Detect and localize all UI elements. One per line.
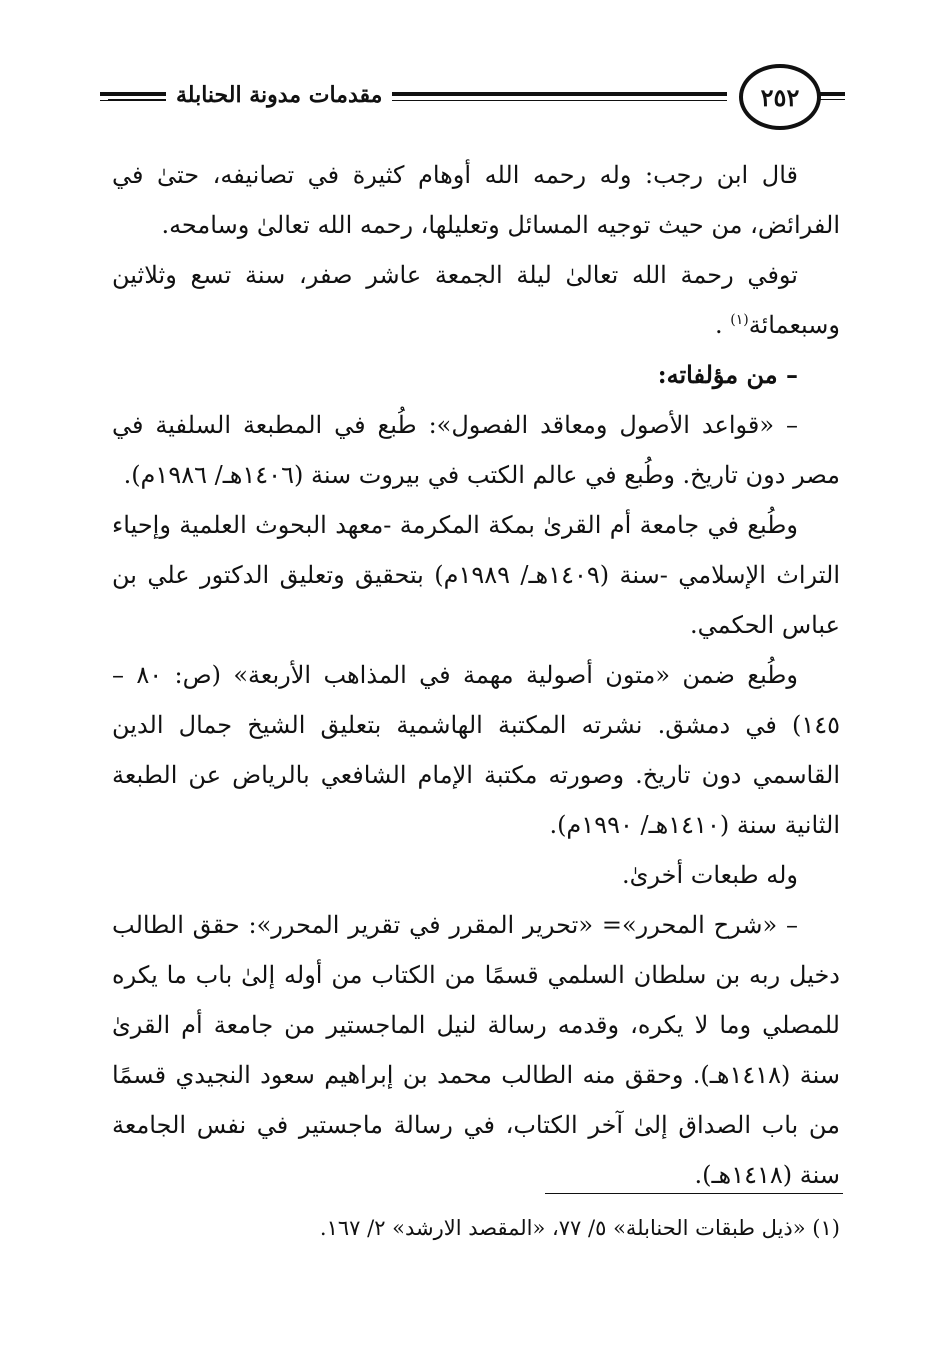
paragraph-2 xyxy=(112,250,840,350)
page-number-badge xyxy=(739,64,821,130)
paragraph-2-end: . xyxy=(715,311,731,339)
paragraph-1: قال ابن رجب: وله رحمه الله أوهام كثيرة في تصانيفه، حتىٰ في الفرائض، من حيث توجيه المسائل وتعليلها، رحمه الله تعالىٰ وسامحه. xyxy=(112,161,840,239)
page-header xyxy=(100,62,845,132)
running-header-title: مقدمات مدونة الحنابلة xyxy=(166,80,392,110)
paragraph-5: وطُبع في جامعة أم القرىٰ بمكة المكرمة -معهد البحوث العلمية وإحياء التراث الإسلامي -سنة (١٤٠٩هـ/ ١٩٨٩م) بتحقيق وتعليق الدكتور علي بن عباس الحكمي. xyxy=(112,511,841,639)
footnote-divider xyxy=(545,1193,843,1194)
header-rule-tail xyxy=(819,92,845,100)
paragraph-7: وله طبعات أخرىٰ. xyxy=(621,861,798,889)
paragraph-4: – «قواعد الأصول ومعاقد الفصول»: طُبع في المطبعة السلفية في مصر دون تاريخ. وطُبع في عالم الكتب في بيروت سنة (١٤٠٦هـ/ ١٩٨٦م). xyxy=(112,411,840,489)
main-text xyxy=(112,150,840,1200)
paragraph-6: وطُبع ضمن «متون أصولية مهمة في المذاهب الأربعة» (ص: ٨٠ – ١٤٥) في دمشق. نشرته المكتبة الهاشمية بتعليق الشيخ جمال الدين القاسمي دون تاريخ. وصورته مكتبة الإمام الشافعي بالرياض عن الطبعة الثانية سنة (١٤١٠هـ/ ١٩٩٠م). xyxy=(112,661,840,839)
page-number: ٢٥٢ xyxy=(760,82,800,112)
paragraph-8: – «شرح المحرر»= «تحرير المقرر في تقرير المحرر»: حقق الطالب دخيل ربه بن سلطان السلمي قسمًا من الكتاب من أوله إلىٰ باب ما يكره للمصلي وما لا يكره، وقدمه رسالة لنيل الماجستير من جامعة أم القرىٰ سنة (١٤١٨هـ). وحقق منه الطالب محمد بن إبراهيم سعود النجيدي قسمًا من باب الصداق إلىٰ آخر الكتاب، في رسالة ماجستير في نفس الجامعة سنة (١٤١٨هـ). xyxy=(112,911,840,1189)
paragraph-2-text: توفي رحمة الله تعالىٰ ليلة الجمعة عاشر صفر، سنة تسع وثلاثين وسبعمائة xyxy=(112,261,840,339)
header-rule-left xyxy=(108,92,173,100)
footnote-marker[interactable]: (١) xyxy=(730,312,749,328)
footnote: (١) «ذيل طبقات الحنابلة» ٥/ ٧٧، «المقصد الارشد» ٢/ ١٦٧. xyxy=(319,1216,840,1240)
section-heading: – من مؤلفاته: xyxy=(657,360,798,389)
